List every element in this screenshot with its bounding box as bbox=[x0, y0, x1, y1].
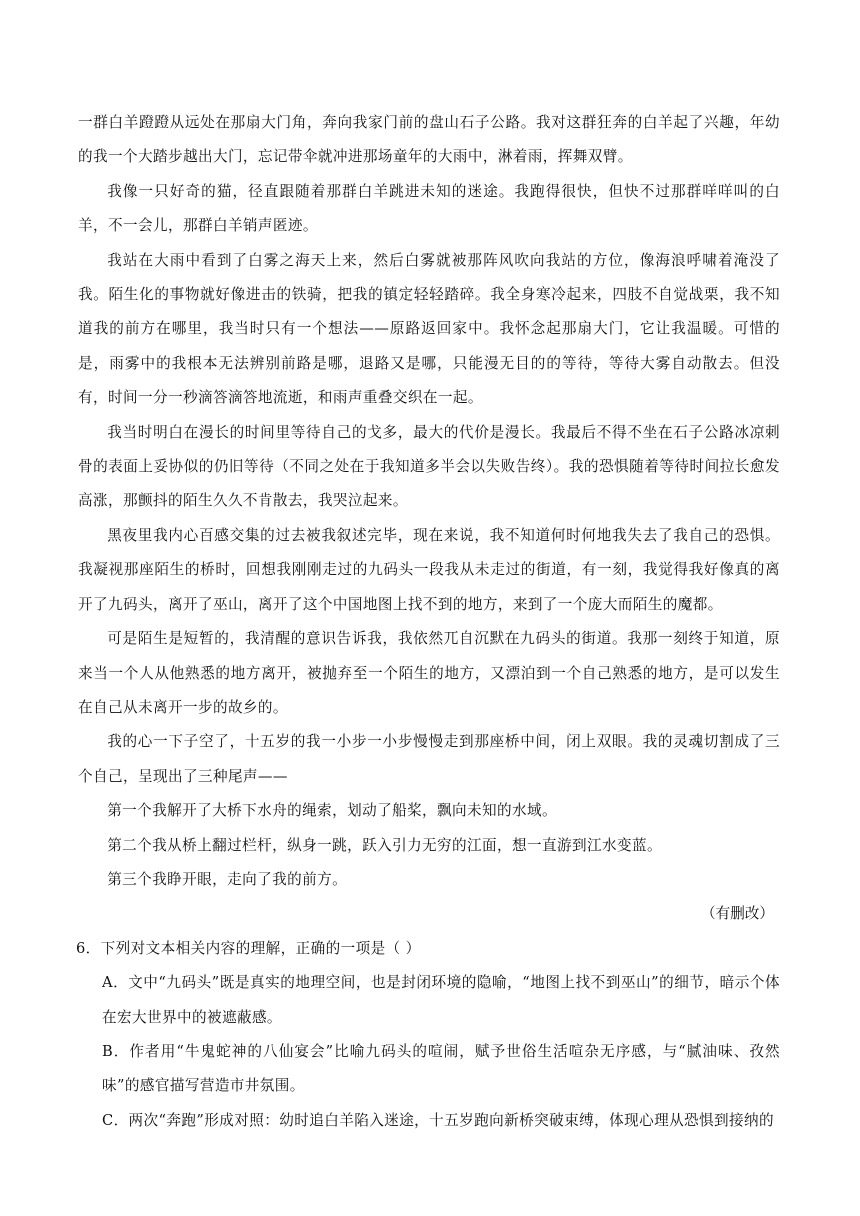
option-b: B．作者用“牛鬼蛇神的八仙宴会”比喻九码头的喧闹，赋予世俗生活喧杂无序感，与“腻油味、孜然味”的感官描写营造市井氛围。 bbox=[102, 1042, 780, 1095]
option-c: C．两次“奔跑”形成对照：幼时追白羊陷入迷途，十五岁跑向新桥突破束缚，体现心理从恐惧到接纳的 bbox=[102, 1111, 775, 1129]
source-note: （有删改） bbox=[701, 905, 774, 923]
passage-paragraph-3: 我站在大雨中看到了白雾之海天上来，然后白雾就被那阵风吹向我站的方位，像海浪呼啸着淹没了我。陌生化的事物就好像进击的铁骑，把我的镇定轻轻踏碎。我全身寒冷起来，四肢不自觉战栗，我不知道我的前方在哪里，我当时只有一个想法——原路返回家中。我怀念起那扇大门，它让我温暖。可惜的是，雨雾中的我根本无法辨别前路是哪，退路又是哪，只能漫无目的的等待，等待大雾自动散去。但没有，时间一分一秒滴答滴答地流逝，和雨声重叠交织在一起。 bbox=[78, 251, 780, 407]
passage-paragraph-10: 第三个我睁开眼，走向了我的前方。 bbox=[107, 870, 348, 888]
passage-paragraph-5: 黑夜里我内心百感交集的过去被我叙述完毕，现在来说，我不知道何时何地我失去了我自己的恐惧。我凝视那座陌生的桥时，回想我刚刚走过的九码头一段我从未走过的街道，有一刻，我觉得我好像真的离开了九码头，离开了巫山，离开了这个中国地图上找不到的地方，来到了一个庞大而陌生的魔都。 bbox=[78, 526, 780, 613]
option-a: A．文中“九码头”既是真实的地理空间，也是封闭环境的隐喻，“地图上找不到巫山”的细节，暗示个体在宏大世界中的被遮蔽感。 bbox=[102, 974, 780, 1026]
passage-paragraph-7: 我的心一下子空了，十五岁的我一小步一小步慢慢走到那座桥中间，闭上双眼。我的灵魂切割成了三个自己，呈现出了三种尾声—— bbox=[78, 733, 780, 785]
passage-paragraph-1: 一群白羊蹬蹬从远处在那扇大门角，奔向我家门前的盘山石子公路。我对这群狂奔的白羊起了兴趣，年幼的我一个大踏步越出大门，忘记带伞就冲进那场童年的大雨中，淋着雨，挥舞双臂。 bbox=[78, 114, 780, 166]
passage-paragraph-8: 第一个我解开了大桥下水舟的绳索，划动了船桨，飘向未知的水域。 bbox=[107, 802, 558, 820]
passage-paragraph-9: 第二个我从桥上翻过栏杆，纵身一跳，跃入引力无穷的江面，想一直游到江水变蓝。 bbox=[107, 836, 662, 854]
question-stem: 6．下列对文本相关内容的理解，正确的一项是（ ） bbox=[76, 939, 421, 957]
passage-paragraph-4: 我当时明白在漫长的时间里等待自己的戈多，最大的代价是漫长。我最后不得不坐在石子公路冰凉刺骨的表面上妥协似的仍旧等待（不同之处在于我知道多半会以失败告终）。我的恐惧随着等待时间拉长愈发高涨，那颤抖的陌生久久不肯散去，我哭泣起来。 bbox=[78, 423, 780, 510]
passage-paragraph-6: 可是陌生是短暂的，我清醒的意识告诉我，我依然兀自沉默在九码头的街道。我那一刻终于知道，原来当一个人从他熟悉的地方离开，被抛弃至一个陌生的地方，又漂泊到一个自己熟悉的地方，是可以发生在自己从未离开一步的故乡的。 bbox=[78, 630, 780, 716]
passage-paragraph-2: 我像一只好奇的猫，径直跟随着那群白羊跳进未知的迷途。我跑得很快，但快不过那群咩咩叫的白羊，不一会儿，那群白羊销声匿迹。 bbox=[78, 182, 780, 235]
